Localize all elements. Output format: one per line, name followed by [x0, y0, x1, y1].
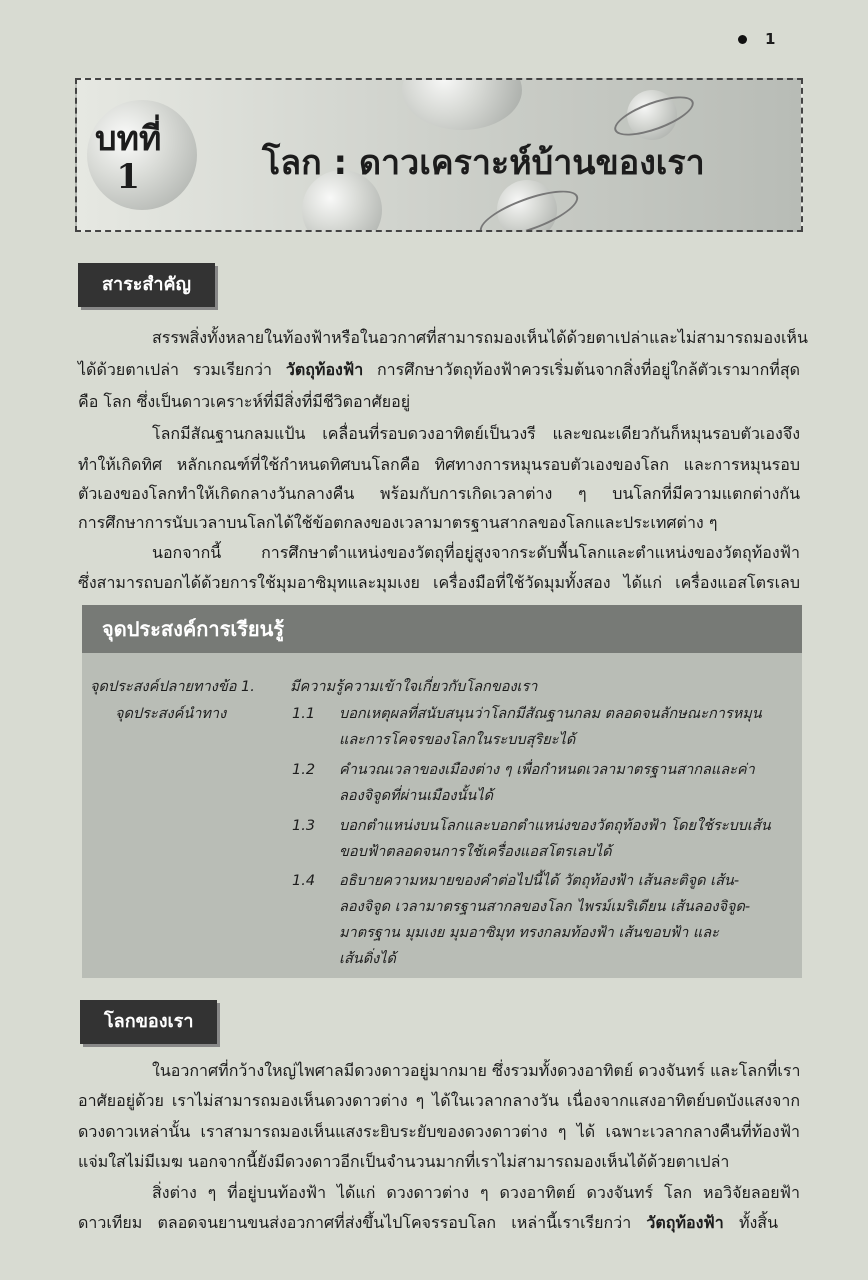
- text-line: สรรพสิ่งทั้งหลายในท้องฟ้าหรือในอวกาศที่สามารถมองเห็นได้ด้วยตาเปล่าและไม่สามารถมองเห็น: [152, 328, 808, 347]
- objective-number: 1.4: [292, 873, 316, 889]
- objective-line: มาตรฐาน มุมเงย มุมอาซิมุท ทรงกลมท้องฟ้า เส้นขอบฟ้า และ: [339, 925, 719, 941]
- objective-number: 1.2: [292, 762, 316, 778]
- objective-line: บอกเหตุผลที่สนับสนุนว่าโลกมีสัณฐานกลม ตลอดจนลักษณะการหมุน: [339, 706, 762, 722]
- section-heading-our-earth: โลกของเรา: [80, 1000, 217, 1044]
- text-line: นอกจากนี้ การศึกษาตำแหน่งของวัตถุที่อยู่สูงจากระดับพื้นโลกและตำแหน่งของวัตถุท้องฟ้า: [152, 543, 800, 562]
- page-number: 1: [738, 30, 775, 48]
- text-line: ตัวเองของโลกทำให้เกิดกลางวันกลางคืน พร้อมกับการเกิดเวลาต่าง ๆ บนโลกที่มีความแตกต่างกัน: [78, 484, 800, 503]
- text-line: ซึ่งสามารถบอกได้ด้วยการใช้มุมอาซิมุทและมุมเงย เครื่องมือที่ใช้วัดมุมทั้งสอง ได้แก่ เครื่องแอสโตรเลบ: [78, 573, 800, 592]
- text-line: อาศัยอยู่ด้วย เราไม่สามารถมองเห็นดวงดาวต่าง ๆ ได้ในเวลากลางวัน เนื่องจากแสงอาทิตย์บดบังแสงจาก: [78, 1091, 800, 1110]
- objectives-box: [82, 605, 802, 978]
- chapter-title: โลก : ดาวเคราะห์บ้านของเรา: [262, 143, 705, 183]
- text-line: ได้ด้วยตาเปล่า รวมเรียกว่า วัตถุท้องฟ้า การศึกษาวัตถุท้องฟ้าควรเริ่มต้นจากสิ่งที่อยู่ใกล้ตัวเรามากที่สุด: [78, 360, 800, 379]
- objective-line: ลองจิจูด เวลามาตรฐานสากลของโลก ไพรม์เมริเดียน เส้นลองจิจูด-: [339, 899, 751, 915]
- objective-line: บอกตำแหน่งบนโลกและบอกตำแหน่งของวัตถุท้องฟ้า โดยใช้ระบบเส้น: [339, 818, 771, 834]
- planet-decoration: [402, 78, 522, 130]
- key-term: วัตถุท้องฟ้า: [285, 360, 364, 379]
- text-line: โลกมีสัณฐานกลมแป้น เคลื่อนที่รอบดวงอาทิตย์เป็นวงรี และขณะเดียวกันก็หมุนรอบตัวเองจึง: [152, 424, 800, 443]
- text-line: ดาวเทียม ตลอดจนยานขนส่งอวกาศที่ส่งขึ้นไปโคจรรอบโลก เหล่านี้เราเรียกว่า วัตถุท้องฟ้า ทั้งสิ้น: [78, 1213, 778, 1232]
- text-line: การศึกษาการนับเวลาบนโลกได้ใช้ข้อตกลงของเวลามาตรฐานสากลของโลกและประเทศต่าง ๆ: [78, 513, 718, 532]
- objective-line: และการโคจรของโลกในระบบสุริยะได้: [339, 732, 576, 748]
- key-term: วัตถุท้องฟ้า: [646, 1213, 724, 1232]
- bullet-icon: [738, 35, 747, 44]
- text-line: ดวงดาวเหล่านั้น เราสามารถมองเห็นแสงระยิบระยับของดวงดาวต่าง ๆ ได้ เฉพาะเวลากลางคืนที่ท้องฟ้า: [78, 1122, 800, 1141]
- text-line: ทำให้เกิดทิศ หลักเกณฑ์ที่ใช้กำหนดทิศบนโลกคือ ทิศทางการหมุนรอบตัวเองของโลก และการหมุนรอบ: [78, 455, 800, 474]
- text-line: แจ่มใสไม่มีเมฆ นอกจากนี้ยังมีดวงดาวอีกเป็นจำนวนมากที่เราไม่สามารถมองเห็นได้ด้วยตาเปล่า: [78, 1152, 730, 1171]
- objectives-heading: จุดประสงค์การเรียนรู้: [82, 605, 802, 653]
- objective-line: คำนวณเวลาของเมืองต่าง ๆ เพื่อกำหนดเวลามาตรฐานสากลและค่า: [339, 762, 755, 778]
- objective-line: อธิบายความหมายของคำต่อไปนี้ได้ วัตถุท้องฟ้า เส้นละติจูด เส้น-: [339, 873, 740, 889]
- enabling-objective-label: จุดประสงค์นำทาง: [115, 706, 227, 722]
- terminal-objective-text: มีความรู้ความเข้าใจเกี่ยวกับโลกของเรา: [290, 679, 538, 695]
- objective-line: เส้นดิ่งได้: [339, 951, 396, 967]
- objective-line: ขอบฟ้าตลอดจนการใช้เครื่องแอสโตรเลบได้: [339, 844, 612, 860]
- chapter-header: [75, 78, 803, 232]
- text-line: สิ่งต่าง ๆ ที่อยู่บนท้องฟ้า ได้แก่ ดวงดาวต่าง ๆ ดวงอาทิตย์ ดวงจันทร์ โลก หอวิจัยลอยฟ้า: [152, 1183, 800, 1202]
- terminal-objective-label: จุดประสงค์ปลายทางข้อ 1.: [90, 679, 255, 695]
- section-heading-summary: สาระสำคัญ: [78, 263, 215, 307]
- text-line: ในอวกาศที่กว้างใหญ่ไพศาลมีดวงดาวอยู่มากมาย ซึ่งรวมทั้งดวงอาทิตย์ ดวงจันทร์ และโลกที่เรา: [152, 1061, 801, 1080]
- objective-number: 1.1: [292, 706, 316, 722]
- chapter-number: บทที่ 1: [95, 119, 162, 197]
- objective-line: ลองจิจูดที่ผ่านเมืองนั้นได้: [339, 788, 494, 804]
- objective-number: 1.3: [292, 818, 316, 834]
- text-line: คือ โลก ซึ่งเป็นดาวเคราะห์ที่มีสิ่งที่มีชีวิตอาศัยอยู่: [78, 392, 411, 411]
